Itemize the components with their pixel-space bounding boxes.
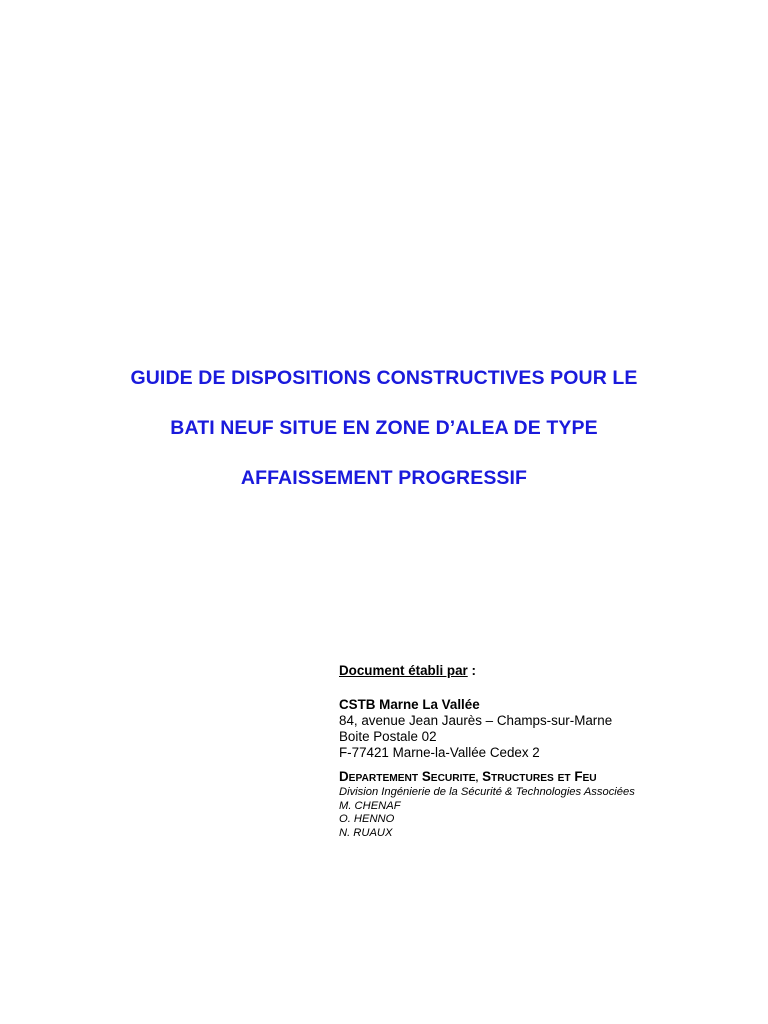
dept-word-rest: EU: [582, 773, 597, 784]
division-name: Division Ingénierie de la Sécurité & Technologies Associées: [339, 786, 635, 798]
department-name: [339, 769, 759, 786]
address-line-3: F-77421 Marne-la-Vallée Cedex 2: [339, 745, 540, 760]
address-line-2: Boite Postale 02: [339, 729, 437, 744]
author-block: [339, 663, 759, 840]
address-line-1: 84, avenue Jean Jaurès – Champs-sur-Marne: [339, 713, 613, 728]
title-line-3: AFFAISSEMENT PROGRESSIF: [240, 467, 528, 489]
established-by-label: [339, 663, 759, 679]
established-by-colon: :: [467, 663, 476, 678]
dept-initial: S: [421, 769, 431, 784]
dept-word-rest: ECURITE,: [430, 773, 479, 784]
dept-initial: F: [574, 769, 583, 784]
organization-name: CSTB Marne La Vallée: [339, 697, 480, 712]
dept-word-rest: TRUCTURES: [491, 773, 554, 784]
author-name: O. HENNO: [339, 813, 395, 826]
author-name: N. RUAUX: [339, 826, 393, 839]
dept-initial: S: [482, 769, 491, 784]
dept-word: ET: [557, 773, 571, 784]
title-line-1: GUIDE DE DISPOSITIONS CONSTRUCTIVES POUR LE: [130, 367, 638, 389]
dept-word-rest: EPARTEMENT: [348, 773, 419, 784]
established-by-text: Document établi par: [339, 663, 468, 678]
dept-initial: D: [339, 769, 349, 784]
author-name: M. CHENAF: [339, 799, 401, 812]
document-title: [0, 364, 768, 514]
title-line-2: BATI NEUF SITUE EN ZONE D’ALEA DE TYPE: [170, 417, 598, 439]
